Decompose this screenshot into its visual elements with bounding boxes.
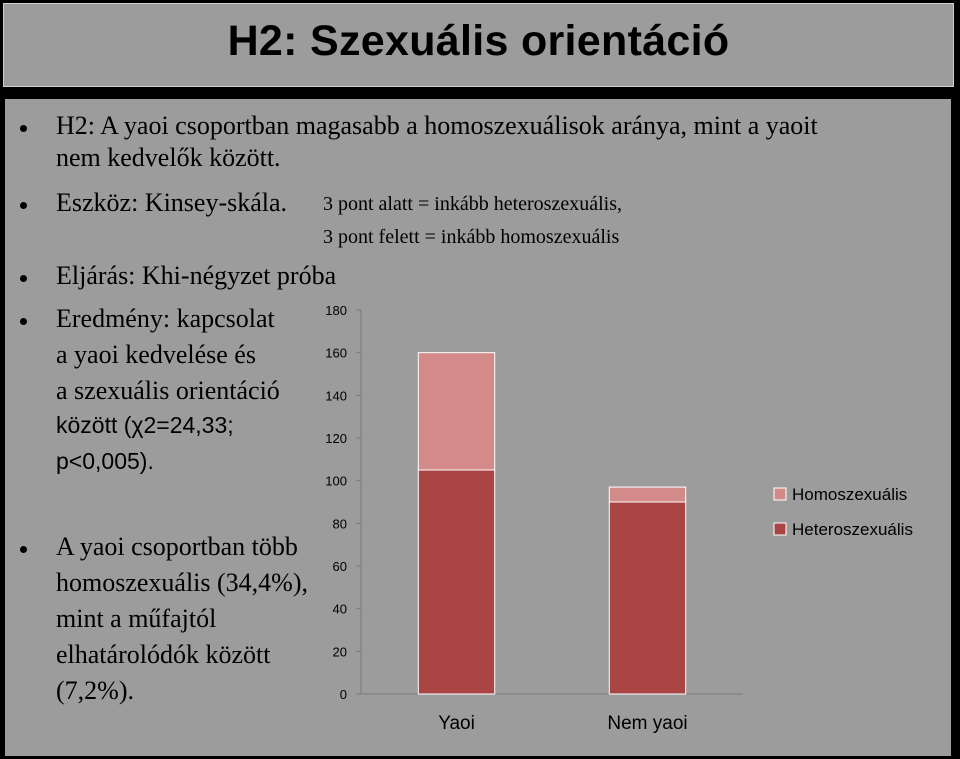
y-tick-label: 0 (339, 687, 347, 702)
finding-line-2: homoszexuális (34,4%), (56, 568, 309, 597)
bullet-procedure (20, 275, 27, 282)
legend-swatch (774, 523, 786, 535)
result-line-2: a yaoi kedvelése és (56, 340, 256, 369)
finding-line-5: (7,2%). (56, 676, 134, 705)
result-line-3: a szexuális orientáció (56, 376, 280, 405)
y-tick-label: 80 (332, 516, 347, 532)
bullet-result (20, 318, 27, 325)
y-tick-label: 120 (325, 431, 347, 446)
y-tick-label: 180 (325, 303, 347, 318)
legend-label: Homoszexuális (792, 485, 908, 504)
bullet-hypothesis (20, 125, 27, 132)
x-tick-label: Yaoi (438, 713, 475, 734)
legend-label: Heteroszexuális (792, 520, 913, 539)
result-line-5: p<0,005). (56, 448, 154, 474)
tool-note-1: 3 pont alatt = inkább heteroszexuális, (323, 193, 622, 215)
tool-note-2: 3 pont felett = inkább homoszexuális (323, 226, 620, 248)
y-tick-label: 160 (325, 345, 347, 361)
result-line-4: között (χ2=24,33; (56, 412, 234, 438)
y-tick-label: 40 (332, 601, 347, 617)
procedure: Eljárás: Khi-négyzet próba (56, 261, 337, 290)
y-tick-label: 20 (332, 644, 347, 660)
bar-heteroszexualis (609, 502, 685, 694)
y-tick-label: 140 (325, 388, 347, 404)
finding-line-3: mint a műfajtól (56, 604, 217, 633)
hypothesis-line-1: H2: A yaoi csoportban magasabb a homoszexuálisok aránya, mint a yaoit (56, 111, 818, 140)
tool-main: Eszköz: Kinsey-skála. (56, 188, 288, 217)
finding-line-1: A yaoi csoportban több (56, 532, 298, 561)
y-tick-label: 100 (325, 473, 347, 489)
y-tick-label: 60 (332, 559, 347, 574)
bullet-finding (20, 546, 27, 553)
x-tick-label: Nem yaoi (607, 713, 688, 734)
slide-title: H2: Szexuális orientáció (227, 17, 730, 65)
result-line-1: Eredmény: kapcsolat (56, 304, 275, 333)
bar-heteroszexualis (418, 470, 494, 694)
legend-swatch (774, 488, 786, 500)
bar-homoszexualis (609, 487, 685, 502)
hypothesis-line-2: nem kedvelők között. (56, 143, 281, 172)
finding-line-4: elhatárolódók között (56, 640, 271, 669)
bullet-tool (20, 202, 27, 209)
bar-homoszexualis (418, 353, 494, 470)
